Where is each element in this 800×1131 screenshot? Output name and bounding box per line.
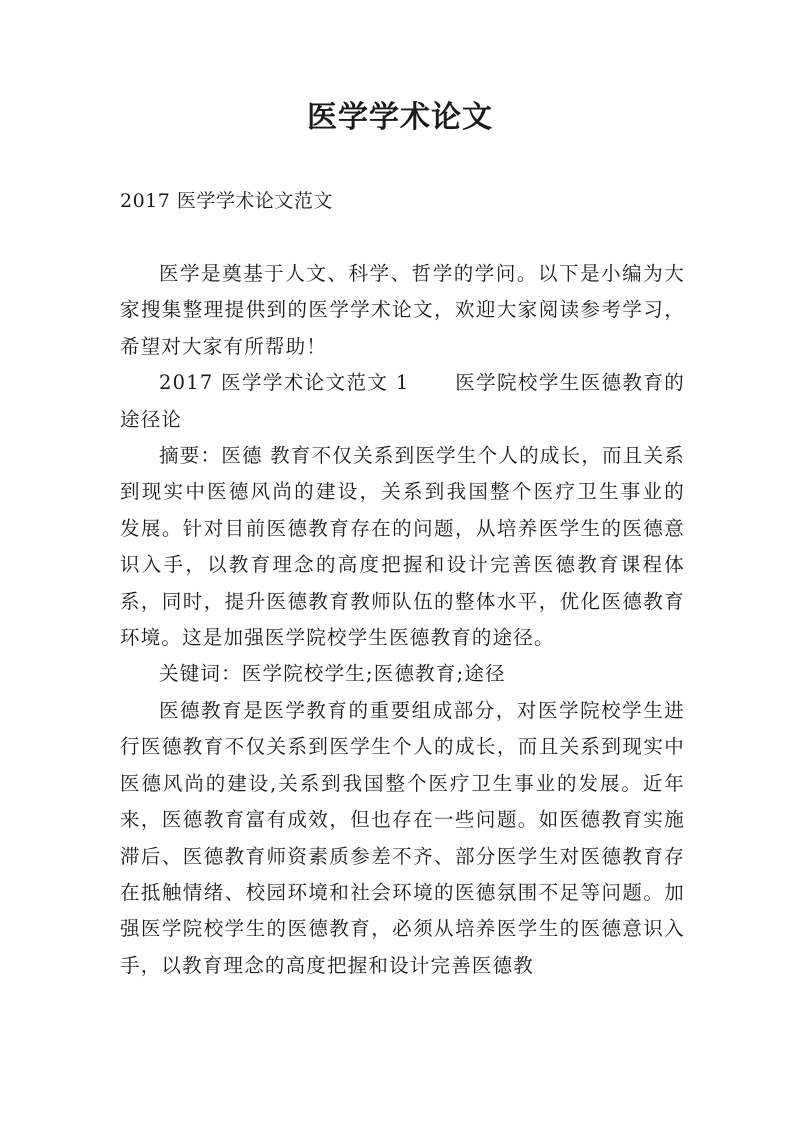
document-title: 医学学术论文: [307, 100, 493, 135]
section-heading-label: 2017 医学学术论文范文 1: [159, 371, 410, 395]
section-heading-title: 医学院校学生医德教育的途径论: [120, 371, 685, 431]
main-paragraph: 医德教育是医学教育的重要组成部分，对医学院校学生进行医德教育不仅关系到医学生个人的成长，而且关系到现实中医德风尚的建设,关系到我国整个医疗卫生事业的发展。近年来，医德教育富有成效，但也存在一些问题。如医德教育实施滞后、医德教育师资素质参差不齐、部分医学生对医德教育存在抵触情绪、校园环境和社会环境的医德氛围不足等问题。加强医学院校学生的医德教育，必须从培养医学生的医德意识入手，以教育理念的高度把握和设计完善医德教: [120, 698, 685, 977]
intro-paragraph: 医学是奠基于人文、科学、哲学的学问。以下是小编为大家搜集整理提供到的医学学术论文，欢迎大家阅读参考学习，希望对大家有所帮助！: [120, 262, 685, 358]
section-heading: [120, 365, 685, 438]
document-subtitle: 2017 医学学术论文范文: [120, 190, 333, 212]
abstract-paragraph: 摘要：医德 教育不仅关系到医学生个人的成长，而且关系到现实中医德风尚的建设，关系到我国整个医疗卫生事业的 发展。针对目前医德教育存在的问题，从培养医学生的医德意识入手，以教育理念的高度把握和设计完善医德教育课程体系，同时，提升医德教育教师队伍的整体水平，优化医德教育环境。这是加强医学院校学生医德教育的途径。: [120, 444, 685, 650]
document-body: [120, 256, 685, 984]
keywords-paragraph: 关键词：医学院校学生;医德教育;途径: [159, 662, 506, 686]
